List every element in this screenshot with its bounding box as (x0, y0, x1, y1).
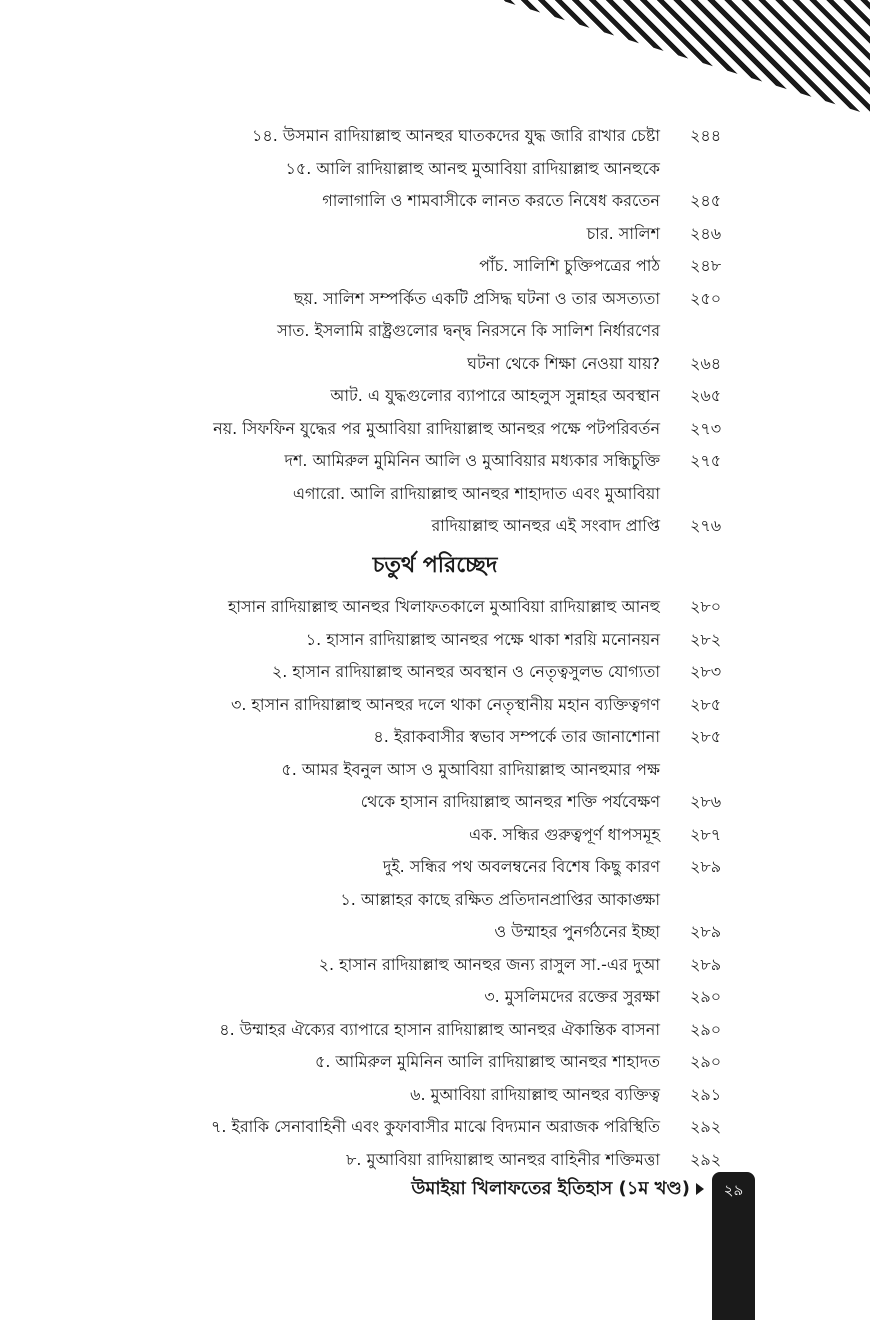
toc-entry (0, 413, 870, 445)
toc-entry-title: সাত. ইসলামি রাষ্ট্রগুলোর দ্বন্দ্ব নিরসনে কি সালিশ নির্ধারণের (277, 321, 660, 340)
toc-entry-title: পাঁচ. সালিশি চুক্তিপত্রের পাঠ (479, 256, 660, 275)
toc-entry-page: ২৮৭ (690, 824, 722, 844)
toc-entry-title: ছয়. সালিশ সম্পর্কিত একটি প্রসিদ্ধ ঘটনা ও তার অসত্যতা (293, 288, 660, 308)
toc-entry (0, 250, 870, 282)
toc-entry (0, 218, 870, 250)
toc-entry-page: ২৬৪ (690, 353, 722, 373)
toc-entry-title: ৪. উম্মাহর ঐক্যের ব্যাপারে হাসান রাদিয়াল্লাহু আনহুর ঐকান্তিক বাসনা (219, 1019, 660, 1039)
toc-entry-page: ২৪৬ (690, 223, 722, 243)
toc-entry-page: ২৯০ (690, 1019, 722, 1039)
toc-entry-title: এগারো. আলি রাদিয়াল্লাহু আনহুর শাহাদাত এবং মুআবিয়া (292, 483, 660, 503)
toc-entry (0, 380, 870, 412)
toc-entry (0, 1014, 870, 1046)
toc-entry-title: ৭. ইরাকি সেনাবাহিনী এবং কুফাবাসীর মাঝে বিদ্যমান অরাজক পরিস্থিতি (210, 1117, 660, 1136)
toc-entry-page: ২৭৬ (690, 516, 722, 535)
toc-entry (0, 624, 870, 656)
toc-entry-page: ২৮২ (690, 629, 722, 649)
toc-entry-title: ২. হাসান রাদিয়াল্লাহু আনহুর জন্য রাসুল সা.-এর দুআ (318, 954, 660, 974)
toc-entry-title: ৮. মুআবিয়া রাদিয়াল্লাহু আনহুর বাহিনীর শক্তিমত্তা (346, 1149, 660, 1169)
toc-entry (0, 120, 870, 152)
toc-entry (0, 510, 870, 542)
toc-entry-page: ২৪৮ (690, 256, 722, 275)
toc-entry-page: ২৮৬ (690, 792, 722, 811)
toc-entry (0, 689, 870, 721)
toc-entry (0, 315, 870, 347)
toc-entry-title: ৪. ইরাকবাসীর স্বভাব সম্পর্কে তার জানাশোনা (373, 727, 660, 746)
toc-entry-page: ২৮৯ (690, 857, 722, 876)
toc-entry-title: ও উম্মাহর পুনর্গঠনের ইচ্ছা (494, 922, 660, 941)
toc-entry-page: ২৪৪ (690, 126, 722, 145)
toc-entry-page: ২৫০ (690, 288, 722, 308)
toc-entry (0, 1144, 870, 1176)
toc-entry-page: ২৯০ (690, 987, 722, 1006)
chapter-heading: চতুর্থ পরিচ্ছেদ (372, 553, 498, 578)
toc-entry-title: চার. সালিশ (586, 223, 660, 243)
toc-entry (0, 445, 870, 477)
book-title: উমাইয়া খিলাফতের ইতিহাস (১ম খণ্ড) (411, 1178, 690, 1199)
toc-entry-title: ৫. আমিরুল মুমিনিন আলি রাদিয়াল্লাহু আনহুর শাহাদত (314, 1052, 660, 1071)
toc-entry-title: ১. আল্লাহর কাছে রক্ষিত প্রতিদানপ্রাপ্তির আকাঙ্ক্ষা (340, 889, 660, 909)
toc-entry-page: ২৭৩ (690, 418, 722, 438)
page-number: ২৯ (723, 1181, 744, 1199)
toc-entry (0, 478, 870, 510)
toc-entry-title: থেকে হাসান রাদিয়াল্লাহু আনহুর শক্তি পর্যবেক্ষণ (360, 792, 660, 811)
toc-entry-title: দশ. আমিরুল মুমিনিন আলি ও মুআবিয়ার মধ্যকার সন্ধিচুক্তি (284, 451, 660, 470)
toc-entry-page: ২৮০ (690, 597, 722, 616)
toc-entry (0, 884, 870, 916)
toc-entry-title: ৩. মুসলিমদের রক্তের সুরক্ষা (484, 987, 660, 1006)
toc-entry (0, 1046, 870, 1078)
toc-entry-page: ২৮৯ (690, 922, 722, 941)
toc-entry (0, 916, 870, 948)
toc-entry (0, 1079, 870, 1111)
toc-entry-title: ঘটনা থেকে শিক্ষা নেওয়া যায়? (467, 353, 660, 373)
toc-entry (0, 786, 870, 818)
toc-entry (0, 283, 870, 315)
toc-entry-page: ২৭৫ (690, 451, 722, 470)
toc-entry-title: ৫. আমর ইবনুল আস ও মুআবিয়া রাদিয়াল্লাহু আনহুমার পক্ষ (281, 759, 660, 779)
toc-entry-title: ৩. হাসান রাদিয়াল্লাহু আনহুর দলে থাকা নেতৃস্থানীয় মহান ব্যক্তিত্বগণ (230, 694, 660, 714)
toc-entry-page: ২৯২ (690, 1149, 722, 1169)
toc-entry (0, 591, 870, 623)
toc-entry-title: আট. এ যুদ্ধগুলোর ব্যাপারে আহলুস সুন্নাহর অবস্থান (330, 386, 660, 405)
toc-entry (0, 185, 870, 217)
toc-entry-page: ২৯১ (690, 1084, 722, 1104)
toc-entry-title: ১. হাসান রাদিয়াল্লাহু আনহুর পক্ষে থাকা শরয়ি মনোনয়ন (305, 629, 660, 649)
toc-entry (0, 153, 870, 185)
toc-entry (0, 721, 870, 753)
toc-entry (0, 949, 870, 981)
toc-entry-page: ২৮৯ (690, 954, 722, 974)
toc-entry-title: গালাগালি ও শামবাসীকে লানত করতে নিষেধ করতেন (322, 191, 660, 210)
toc-entry-page: ২৯২ (690, 1117, 722, 1136)
toc-entry (0, 1111, 870, 1143)
toc-entry-title: ১৫. আলি রাদিয়াল্লাহু আনহু মুআবিয়া রাদিয়াল্লাহু আনহুকে (285, 158, 660, 178)
page-number-tab (712, 1172, 755, 1320)
toc-entry (0, 656, 870, 688)
toc-entry-title: দুই. সন্ধির পথ অবলম্বনের বিশেষ কিছু কারণ (382, 857, 660, 876)
toc-entry-title: এক. সন্ধির গুরুত্বপূর্ণ ধাপসমূহ (468, 824, 660, 844)
toc-entry (0, 981, 870, 1013)
toc-entry-title: হাসান রাদিয়াল্লাহু আনহুর খিলাফতকালে মুআবিয়া রাদিয়াল্লাহু আনহু (227, 597, 660, 616)
toc-entry (0, 348, 870, 380)
toc-entry-page: ২৮৫ (690, 694, 722, 714)
toc-entry-page: ২৪৫ (690, 191, 722, 210)
toc-entry-title: নয়. সিফফিন যুদ্ধের পর মুআবিয়া রাদিয়াল্লাহু আনহুর পক্ষে পটপরিবর্তন (213, 418, 660, 438)
toc-entry-title: রাদিয়াল্লাহু আনহুর এই সংবাদ প্রাপ্তি (431, 516, 660, 535)
decorative-stripes (500, 0, 870, 115)
toc-entry-title: ২. হাসান রাদিয়াল্লাহু আনহুর অবস্থান ও নেতৃত্বসুলভ যোগ্যতা (271, 662, 660, 681)
toc-entry-page: ২৯০ (690, 1052, 722, 1071)
toc-entry-page: ২৮৫ (690, 727, 722, 746)
toc-entry (0, 754, 870, 786)
toc-entry (0, 851, 870, 883)
toc-entry-page: ২৮৩ (690, 662, 722, 681)
toc-entry-title: ১৪. উসমান রাদিয়াল্লাহু আনহুর ঘাতকদের যুদ্ধ জারি রাখার চেষ্টা (252, 126, 660, 145)
toc-entry-title: ৬. মুআবিয়া রাদিয়াল্লাহু আনহুর ব্যক্তিত্ব (410, 1084, 660, 1104)
arrow-right-icon (696, 1183, 704, 1195)
toc-entry-page: ২৬৫ (690, 386, 722, 405)
toc-entry (0, 819, 870, 851)
